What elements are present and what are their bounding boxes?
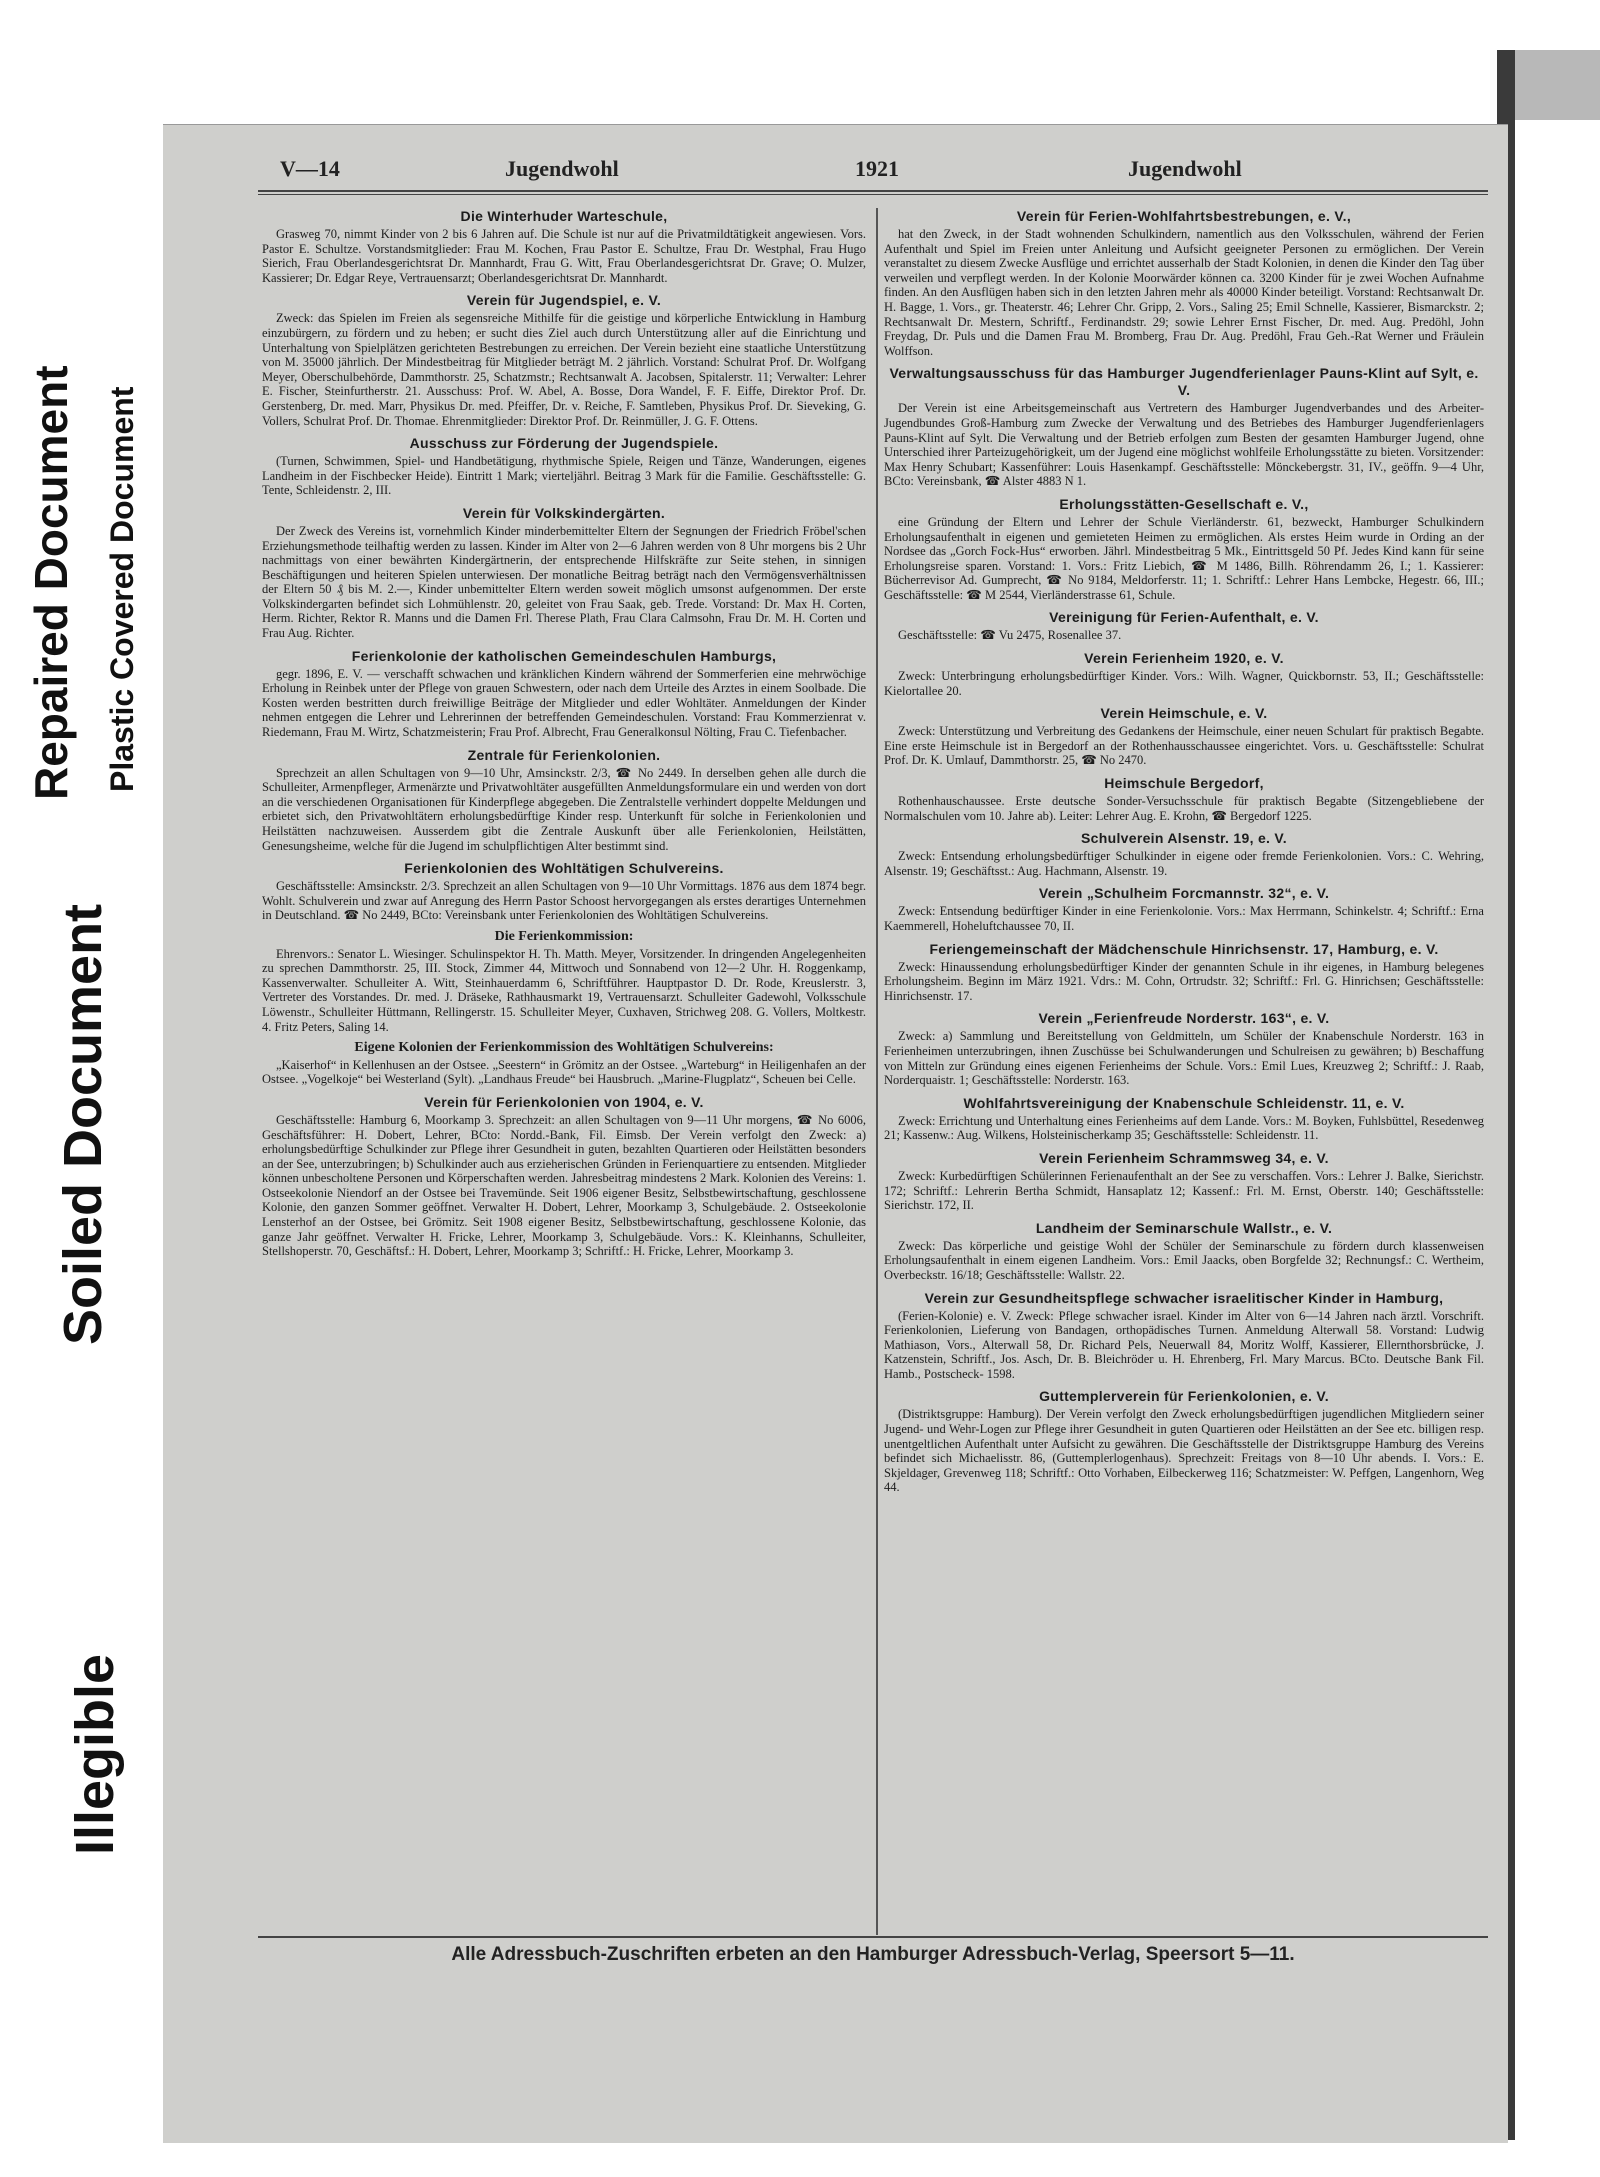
entry-body: (Ferien-Kolonie) e. V. Zweck: Pflege schwacher israel. Kinder im Alter von 6—14 Jahren nach ärztl. Vorschrift. Ferienkolonien, Lieferung von Bandagen, orthopädisches Turnen. Anmeldung Alterwall 58. Vorstand: Ludwig Mathiason, Vors., Alterwall 58, Dr. Richard Pels, Neuerwall 84, Moritz Wolff, Kassierer, Ellernthorsbrücke, J. Katzenstein, Schriftf., Jos. Asch, Dr. B. Bleichröder u. H. Ehrenberg, Frl. Mary Marcus. BCto. Deutsche Bank Fil. Hamb., Postscheck- 1598. xyxy=(884,1308,1484,1381)
entry-body: Grasweg 70, nimmt Kinder von 2 bis 6 Jahren auf. Die Schule ist nur auf die Privatmildtätigkeit angewiesen. Vors. Pastor E. Schultze. Vorstandsmitglieder: Frau M. Kochen, Frau Pastor E. Schultze, Frau Dr. Westphal, Frau Hugo Sierich, Frau Oberlandesgerichtsrat Dr. Mannhardt, Frau G. Witt, Frau Oberlandesgerichtsrat Dr. Grave; O. Mulzer, Kassierer; Dr. Edgar Reye, Vertrauensarzt; Oberlandesgerichtsrat Dr. Mannhardt. xyxy=(262,227,866,285)
entry-title: Verein für Ferienkolonien von 1904, e. V. xyxy=(424,1093,704,1110)
entry-body: Zweck: Unterbringung erholungsbedürftiger Kinder. Vors.: Wilh. Wagner, Quickbornstr. 53, II.; Geschäftsstelle: Kielortallee 20. xyxy=(884,669,1484,698)
entry-body: Zweck: a) Sammlung und Bereitstellung von Geldmitteln, um Schüler der Knabenschule Norderstr. 163 in Ferienheimen unterzubringen, ihnen Zuschüsse bei Schulwanderungen und Schulreisen zu gewähren; b) Beschaffung von Mitteln zur Gründung eines eigenen Ferienheims der Schule. Vors.: Emil Lues, Kreuzweg 2; Schriftf.: J. Raab, Norderquaistr. 1; Geschäftsstelle: Norderstr. 163. xyxy=(884,1029,1484,1088)
entry-body: Ehrenvors.: Senator L. Wiesinger. Schulinspektor H. Th. Matth. Meyer, Vorsitzender. In dringenden Angelegenheiten zu sprechen Dammthorstr. 25, III. Stock, Zimmer 44, Mittwoch und Sonnabend von 12—2 Uhr. H. Roggenkamp, Kassenverwalter. Schulleiter A. Witt, Steinhauerdamm 6, Schriftführer. Hauptpastor D. Dr. Rode, Kreuslerstr. 3, Vertreter des Vorstandes. Dr. med. J. Dräseke, Rathhausmarkt 19, Vertrauensarzt. Schulleiter Gadewohl, Volksschule Löwenstr., Schulleiter Hüttmann, Rellingerstr. 15. Schulleiter Meyer, Cuxhaven, Strichweg 208. G. Vollers, Moltkestr. 4. Fritz Peters, Saling 14. xyxy=(262,946,866,1034)
entry-title: Verein Ferienheim Schrammsweg 34, e. V. xyxy=(1039,1149,1329,1166)
entry xyxy=(884,1290,1484,1382)
entry-title: Schulverein Alsenstr. 19, e. V. xyxy=(1081,830,1287,847)
entry xyxy=(884,609,1484,643)
entry-body: Zweck: Unterstützung und Verbreitung des Gedankens der Heimschule, einer neuen Schulart für praktisch Begabte. Eine erste Heimschule ist in Bergedorf an der Rothenhausschaussee eingerichtet. Vors. u. Geschäftsstelle: Schulrat Prof. Dr. K. Umlauf, Dammthorstr. 25, ☎ No 2470. xyxy=(884,724,1484,768)
entry-title: Eigene Kolonien der Ferienkommission des Wohltätigen Schulvereins: xyxy=(354,1040,774,1056)
entry xyxy=(262,1094,866,1259)
entry xyxy=(884,1388,1484,1495)
entry xyxy=(262,648,866,740)
entry-title: Verein „Schulheim Forcmannstr. 32“, e. V. xyxy=(1038,885,1330,902)
entry-title: Ausschuss zur Förderung der Jugendspiele. xyxy=(409,435,719,452)
entry-body: Sprechzeit an allen Schultagen von 9—10 Uhr, Amsinckstr. 2/3, ☎ No 2449. In derselben gehen alle durch die Schulleiter, Armenpfleger, Armenärzte und Privatwohltäter ausgefüllten Anmeldungsformulare ein und werden von dort an die verschiedenen Organisationen für Kinderpflege abgegeben. Die Zentralstelle verhindert doppelte Meldungen und erbietet sich, den Privatwohltätern erholungsbedürftige Kinder resp. Unterkunft für solche in Ferienkolonien und Heilstätten nachzuweisen. Ausserdem gibt die Zentrale Auskunft über alle Ferienkolonien, Heilstätten, Genesungsheime, welche für die Jugend im schulpflichtigen Alter bestimmt sind. xyxy=(262,765,866,853)
entry xyxy=(262,292,866,428)
entry-title: Wohlfahrtsvereinigung der Knabenschule Schleidenstr. 11, e. V. xyxy=(963,1094,1405,1111)
footer-notice: Alle Adressbuch-Zuschriften erbeten an den Hamburger Adressbuch-Verlag, Speersort 5—11. xyxy=(451,1944,1295,1965)
entry-body: Der Zweck des Vereins ist, vornehmlich Kinder minderbemittelter Eltern der Segnungen der Friedrich Fröbel'schen Erziehungsmethode teilhaftig werden zu lassen. Kinder im Alter von 2—6 Jahren werden von 8 Uhr morgens bis 2 Uhr nachmittags von einer bewährten Kindergärtnerin, der entsprechende Hilfskräfte zur Seite stehen, in sinnigen Beschäftigungen und heiteren Spielen unterwiesen. Der monatliche Beitrag beträgt nach den Vermögensverhältnissen der Eltern 50 ₰ bis M. 2.—, Kinder unbemittelter Eltern werden soweit möglich umsonst aufgenommen. Der erste Volkskindergarten befindet sich Lohmühlenstr. 20, geleitet von Frau Saak, geb. Trede. Vorstand: Dr. Max H. Corten, Herm. Richter, Rektor R. Manns und die Damen Frl. Therese Plath, Frau Clara Calmsohn, Frau Dr. M. H. Corten und Frau Aug. Richter. xyxy=(262,523,866,641)
entry-body: Zweck: Errichtung und Unterhaltung eines Ferienheims auf dem Lande. Vors.: M. Boyken, Fuhlsbüttel, Resedenweg 21; Kassenw.: Aug. Wilkens, Holsteinischerkamp 35; Geschäftsstelle: Schleidenstr. 11. xyxy=(884,1113,1484,1143)
header-year: 1921 xyxy=(855,156,899,181)
entry-body: Der Verein ist eine Arbeitsgemeinschaft aus Vertretern des Hamburger Jugendverbandes und des Arbeiter-Jugendbundes Groß-Hamburg zum Zwecke der Verwaltung und des Betriebes des Hamburger Jugendferienlagers Pauns-Klint auf Sylt. Die Verwaltung und der Betrieb erfolgen zum Besten der gesamten Hamburger Jugend, ohne Unterschied ihrer Parteizugehörigkeit, um der Jugend eine möglichst wohlfeile Erholungsstätte zu bieten. Vorsitzender: Max Henry Schubart; Kassenführer: Louis Hasenkampf. Geschäftsstelle: Mönckebergstr. 31, IV., geöffn. 9—4 Uhr, BCto: Vereinsbank, ☎ Alster 4883 N 1. xyxy=(884,401,1484,489)
entry-title: Ferienkolonie der katholischen Gemeindeschulen Hamburgs, xyxy=(351,647,777,664)
entry-title: Vereinigung für Ferien-Aufenthalt, e. V. xyxy=(1049,609,1319,626)
header-rule xyxy=(258,190,1488,192)
entry xyxy=(884,365,1484,489)
entry xyxy=(884,650,1484,698)
entry-title: Die Winterhuder Warteschule, xyxy=(460,208,668,224)
entry-body: Geschäftsstelle: Hamburg 6, Moorkamp 3. Sprechzeit: an allen Schultagen von 9—11 Uhr morgens, ☎ No 6006, Geschäftsführer: H. Dobert, Lehrer, BCto: Nordd.-Bank, Fil. Eimsb. Der Verein verfolgt den Zweck: a) erholungsbedürftige Schulkinder zur Pflege ihrer Gesundheit in guten, bezahlten Quartieren oder Heilstätten besonders an der See, unterzubringen; b) Schulkinder auch aus erzieherischen Gründen in Ferienquartiere zu entsenden. Mitglieder können unbescholtene Personen und Körperschaften werden. Jahresbeitrag mindestens 2 Mark. Kolonien des Vereins: 1. Ostseekolonie Niendorf an der Ostsee bei Travemünde. Seit 1906 eigener Besitz, Selbstbewirtschaftung, geschlossene Kolonie, den ganzen Sommer geöffnet. Verwalter H. Dobert, Lehrer, Moorkamp 3, Schulgebäude. 2. Ostseekolonie Lensterhof an der Ostsee, bei Grömitz. Seit 1908 eigener Besitz, Selbstbewirtschaftung, geschlossene Kolonie, das ganze Jahr geöffnet. Verwalter H. Fricke, Lehrer, Moorkamp 3, Schulgebäude. Vors.: K. Kleinhanns, Schulleiter, Stellshoperstr. 70, Geschäftsf.: H. Dobert, Lehrer, Moorkamp 3; Schriftf.: H. Fricke, Lehrer, Moorkamp 3. xyxy=(262,1112,866,1259)
entry-body: Geschäftsstelle: Amsinckstr. 2/3. Sprechzeit an allen Schultagen von 9—10 Uhr Vormittags. 1876 aus dem 1874 begr. Wohlt. Schulverein und zwar auf Anregung des Herrn Pastor Schoost hervorgegangen als erstes derartiges Unternehmen in Deutschland. ☎ No 2449, BCto: Vereinsbank unter Ferienkolonien des Wohltätigen Schulvereins. xyxy=(262,879,866,923)
entry xyxy=(884,705,1484,768)
entry-body: „Kaiserhof“ in Kellenhusen an der Ostsee. „Seestern“ in Grömitz an der Ostsee. „Warteburg“ in Heiligenhafen an der Ostsee. „Vogelkoje“ bei Westerland (Sylt). „Landhaus Freude“ bei Hausbruch. „Marine-Flugplatz“, Scheuen bei Celle. xyxy=(262,1057,866,1087)
entry-title: Guttemplerverein für Ferienkolonien, e. V. xyxy=(1039,1388,1329,1405)
entry-title: Erholungsstätten-Gesellschaft e. V., xyxy=(1059,495,1309,512)
entry xyxy=(262,1041,866,1087)
column-divider xyxy=(876,208,878,1935)
entry xyxy=(884,1150,1484,1213)
entry-body: (Distriktsgruppe: Hamburg). Der Verein verfolgt den Zweck erholungsbedürftigen jugendlichen Mitgliedern seiner Jugend- und Wehr-Logen zur Pflege ihrer Gesundheit in guten Quartieren oder Heilstätten an der See etc. billigen resp. unentgeltlichen Aufenthalt unter Aufsicht zu gewähren. Die Geschäftsstelle der Distriktsgruppe Hamburg des Vereins befindet sich Michaelisstr. 86, (Guttemplerlogenhaus). Sprechzeit: Freitags von 8—10 Uhr abends. I. Vors.: E. Skjeldager, Grevenweg 118; Schriftf.: Otto Vorhaben, Eilbeckerweg 116; Schatzmeister: W. Peffgen, Langenhorn, Weg 44. xyxy=(884,1407,1484,1495)
entry-body: gegr. 1896, E. V. — verschafft schwachen und kränklichen Kindern während der Sommerferien eine mehrwöchige Erholung in Reinbek unter der Pflege von grauen Schwestern, oder nach dem Urteile des Arztes in einem Soolbade. Die Kosten werden bestritten durch freiwillige Beiträge der Mitglieder und edler Wohltäter. Anmeldungen der Kinder nehmen entgegen die Lehrer und Lehrerinnen der betreffenden Gemeindeschulen. Vorstand: Frau Kommerzienrat v. Riedemann, Frau M. Wirtz, Schatzmeisterin; Frau Prof. Albrecht, Frau Generalkonsul Nölting, Frau C. Tiefenbacher. xyxy=(262,666,866,740)
entry xyxy=(262,435,866,498)
entry xyxy=(262,505,866,641)
entry-body: Zweck: Entsendung bedürftiger Kinder in eine Ferienkolonie. Vors.: Max Herrmann, Schinkelstr. 4; Schriftf.: Erna Kaemmerell, Hoheluftchaussee 70, II. xyxy=(884,904,1484,933)
entry-body: (Turnen, Schwimmen, Spiel- und Handbetätigung, rhythmische Spiele, Reigen und Tänze, Wanderungen, eigenes Landheim in der Fischbecker Heide). Eintritt 1 Mark; vierteljährl. Beitrag 3 Mark für die Familie. Geschäftsstelle: G. Tente, Schleidenstr. 2, III. xyxy=(262,454,866,498)
entry-title: Zentrale für Ferienkolonien. xyxy=(467,746,661,763)
plastic-covered-document-label: Plastic Covered Document xyxy=(104,386,140,792)
entry-title: Verein „Ferienfreude Norderstr. 163“, e. V. xyxy=(1038,1010,1330,1027)
entry-title: Verein für Ferien-Wohlfahrtsbestrebungen, e. V., xyxy=(1016,208,1352,224)
entry xyxy=(884,496,1484,603)
entry xyxy=(884,1095,1484,1143)
entry-body: hat den Zweck, in der Stadt wohnenden Schulkindern, namentlich aus den Volksschulen, während der Ferien Aufenthalt und Spiel im Freien unter Anleitung und Aufsicht geeigneter Personen zu ermöglichen. Der Verein veranstaltet zu diesem Zwecke Ausflüge und errichtet ausserhalb der Stadt Kolonien, in denen die Kinder den Tag über verweilen und verpflegt werden. In der Kolonie Moorwärder können ca. 3200 Kinder für je zwei Wochen Aufnahme finden. An den Ausflügen haben sich in den letzten Jahren mehr als 40000 Kinder beteiligt. Vorstand: Rechtsanwalt Dr. H. Bagge, 1. Vors., gr. Theaterstr. 46; Lehrer Chr. Gripp, 2. Vors., Saling 25; Emil Schnelle, Kassierer, Bismarckstr. 2; Rechtsanwalt Dr. Mestern, Schriftf., Ferdinandstr. 29; sowie Lehrer Ernst Fischer, Dr. med. Aug. Predöhl, John Freydag, Dr. Puls und die Damen Frau M. Bromberg, Frau Dr. Aug. Predöhl, Frau Geh.-Rat Werner und Fräulein Wolffson. xyxy=(884,227,1484,358)
entry-title: Verein zur Gesundheitspflege schwacher israelitischer Kinder in Hamburg, xyxy=(924,1289,1444,1306)
entry-title: Verein für Volkskindergärten. xyxy=(462,504,666,521)
right-column xyxy=(884,206,1484,1502)
entry-title: Ferienkolonien des Wohltätigen Schulvereins. xyxy=(404,860,724,877)
entry-title: Landheim der Seminarschule Wallstr., e. V. xyxy=(1035,1219,1333,1236)
soiled-document-label: Soiled Document xyxy=(53,903,113,1345)
entry xyxy=(884,775,1484,823)
entry xyxy=(884,885,1484,933)
left-column xyxy=(262,206,866,1266)
repaired-document-label: Repaired Document xyxy=(25,365,77,800)
entry xyxy=(884,1010,1484,1087)
page-reference: V—14 xyxy=(280,156,340,181)
footer-rule xyxy=(258,1936,1488,1938)
entry xyxy=(884,941,1484,1004)
entry-body: Rothenhauschaussee. Erste deutsche Sonder-Versuchsschule für praktisch Begabte (Sitzengebliebene der Normalschulen vom 10. Jahre ab). Leiter: Lehrer Aug. E. Krohn, ☎ Bergedorf 1225. xyxy=(884,794,1484,823)
entry xyxy=(884,1220,1484,1283)
entry-title: Heimschule Bergedorf, xyxy=(1104,775,1264,792)
entry-title: Die Ferienkommission: xyxy=(494,928,634,944)
entry-title: Verein Heimschule, e. V. xyxy=(1100,705,1268,722)
entry-title: Verein Ferienheim 1920, e. V. xyxy=(1084,650,1284,667)
entry xyxy=(262,860,866,923)
entry xyxy=(262,930,866,1034)
page-header xyxy=(280,152,1485,188)
header-rule-thin xyxy=(258,194,1488,195)
entry xyxy=(262,747,866,854)
entry xyxy=(884,208,1484,358)
entry-body: Geschäftsstelle: ☎ Vu 2475, Rosenallee 37. xyxy=(898,628,1122,643)
entry-title: Verwaltungsausschuss für das Hamburger Jugendferienlager Pauns-Klint auf Sylt, e. V. xyxy=(889,365,1479,399)
entry-body: Zweck: das Spielen im Freien als segensreiche Mithilfe für die geistige und körperliche Entwicklung in Hamburg einzubürgern, zu fördern und zu heben; er sucht dies Ziel auch durch Unterstützung aller auf die Einrichtung und Unterhaltung von Spielplätzen gerichteten Bestrebungen zu erreichen. Der Verein bezieht eine staatliche Unterstützung von M. 35000 jährlich. Der Mindestbeitrag für Mitglieder beträgt M. 2 jährlich. Vorstand: Schulrat Prof. Dr. Wolfgang Meyer, Oberschulbehörde, Dammthorstr. 25, Schatzmstr.; Rechtsanwalt A. Jacobsen, Spitalerstr. 11; Verwalter: Lehrer E. Fischer, Steinfurtherstr. 21. Ausschuss: Prof. W. Abel, A. Bosse, Dora Wandel, F. F. Eiffe, Direktor Prof. Dr. Gerstenberg, Dr. med. Marr, Physikus Dr. med. Pfeiffer, Dr. v. Reiche, F. Samtleben, Physikus Prof. Dr. Sieveking, G. Vollers, Schulrat Prof. Dr. Thomae. Ehrenmitglieder: Direktor Prof. Dr. Reinmüller, J. G. F. Ottens. xyxy=(262,311,866,428)
entry-body: Zweck: Hinaussendung erholungsbedürftiger Kinder der genannten Schule in ihr eigenes, in Hamburg belegenes Erholungsheim. Beginn im März 1921. Vdrs.: M. Cohn, Ortrudstr. 32; Schriftf.: Frl. G. Hinrichsen; Geschäftsstelle: Hinrichsenstr. 17. xyxy=(884,959,1484,1003)
entry-body: Zweck: Das körperliche und geistige Wohl der Schüler der Seminarschule zu fördern durch klassenweisen Erholungsaufenthalt in einem eigenen Landheim. Vors.: Emil Jaacks, oben Borgfelde 32; Rechnungsf.: C. Wertheim, Overbeckstr. 16/18; Geschäftsstelle: Wallstr. 22. xyxy=(884,1238,1484,1282)
entry-body: Zweck: Kurbedürftigen Schülerinnen Ferienaufenthalt an der See zu verschaffen. Vors.: Lehrer J. Balke, Sierichstr. 172; Schriftf.: Lehrerin Bertha Schmidt, Hansaplatz 12; Kassenf.: Frl. M. Ernst, Oberstr. 140; Geschäftsstelle: Sierichstr. 172, II. xyxy=(884,1168,1484,1213)
illegible-label: Illegible xyxy=(65,1653,125,1855)
header-left-title: Jugendwohl xyxy=(505,156,619,181)
entry-body: eine Gründung der Eltern und Lehrer der Schule Vierländerstr. 61, bezweckt, Hamburger Schulkindern Erholungsaufenthalt in eigenen und gemieteten Heimen zu ermöglichen. Als erstes Heim wurde in Ording an der Nordsee das „Gorch Fock-Hus“ erworben. Jährl. Mindestbeitrag 5 Mk., Eintrittsgeld 50 Pf. Jedes Kind kann für seine Erholungsreise sparen. Vorstand: 1. Vors.: Fritz Liebich, ☎ M 1486, Billh. Röhrendamm 26, I.; 1. Kassierer: Bücherrevisor Ad. Gumprecht, ☎ No 9184, Meldorferstr. 11; 1. Schriftf.: Lehrer Hans Lembcke, Hegestr. 66, III.; Geschäftsstelle: ☎ M 2544, Vierländerstrasse 61, Schule. xyxy=(884,514,1484,602)
entry-title: Verein für Jugendspiel, e. V. xyxy=(466,292,662,309)
entry-body: Zweck: Entsendung erholungsbedürftiger Schulkinder in eigene oder fremde Ferienkolonien. Vors.: C. Wehring, Alsenstr. 19; Geschäftsst.: Aug. Hachmann, Alsenstr. 19. xyxy=(884,849,1484,878)
entry-title: Feriengemeinschaft der Mädchenschule Hinrichsenstr. 17, Hamburg, e. V. xyxy=(929,940,1439,957)
header-right-title: Jugendwohl xyxy=(1128,156,1242,181)
entry xyxy=(884,830,1484,878)
entry xyxy=(262,208,866,285)
